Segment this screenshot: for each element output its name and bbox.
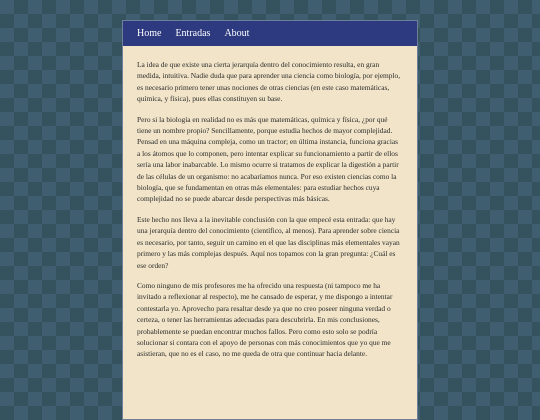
article-body xyxy=(123,46,417,360)
nav-home-link[interactable]: Home xyxy=(137,28,162,39)
top-navbar xyxy=(123,21,417,46)
article-paragraph-3: Este hecho nos lleva a la inevitable conclusión con la que empecé esta entrada: que hay una jerarquía dentro del conocimiento (científico, al menos). Para aprender sobre ciencia es necesario, por tanto, seguir un camino en el que las disciplinas más elementales vayan primero y las más complejas después. Aquí nos topamos con la gran pregunta: ¿Cuál es ese orden? xyxy=(137,214,400,270)
article-paragraph-4: Como ninguno de mis profesores me ha ofrecido una respuesta (ni tampoco me ha invitado a reflexionar al respecto), me he cansado de esperar, y me dispongo a intentar contestarla yo. Aprovecho para resaltar desde ya que no creo poseer ninguna verdad o certeza, o tener las herramientas adecuadas para descubrirla. En mis conclusiones, probablemente se puedan encontrar muchos fallos. Pero como esto solo se podría solucionar si contara con el apoyo de personas con más conocimientos que yo que me asistieran, que no es el caso, no me queda de otra que continuar hacia delante. xyxy=(137,280,393,359)
page-container xyxy=(122,20,418,420)
nav-entradas-link[interactable]: Entradas xyxy=(175,28,211,39)
nav-about-link[interactable]: About xyxy=(224,28,250,39)
article-paragraph-1: La idea de que existe una cierta jerarquía dentro del conocimiento resulta, en gran medida, intuitiva. Nadie duda que para aprender una ciencia como biología, por ejemplo, es necesario primero tener unas nociones de otras ciencias (en este caso matemáticas, química, y física), pues ellas constituyen su base. xyxy=(137,60,401,104)
article-paragraph-2: Pero si la biología en realidad no es más que matemáticas, química y física, ¿por qué tiene un nombre propio? Sencillamente, porque estudia hechos de mayor complejidad. Pensad en una máquina compleja, como un tractor; en última instancia, funciona gracias a los átomos que lo componen, pero intentar explicar su funcionamiento a partir de ellos sería una labor inabarcable. Lo mismo ocurre si tratamos de explicar la digestión a partir de las células de un organismo: no acabaríamos nunca. Por eso existen ciencias como la biología, que se fundamentan en otras más elementales: para estudiar hechos cuya complejidad no se puede abarcar desde perspectivas más básicas. xyxy=(137,114,399,204)
